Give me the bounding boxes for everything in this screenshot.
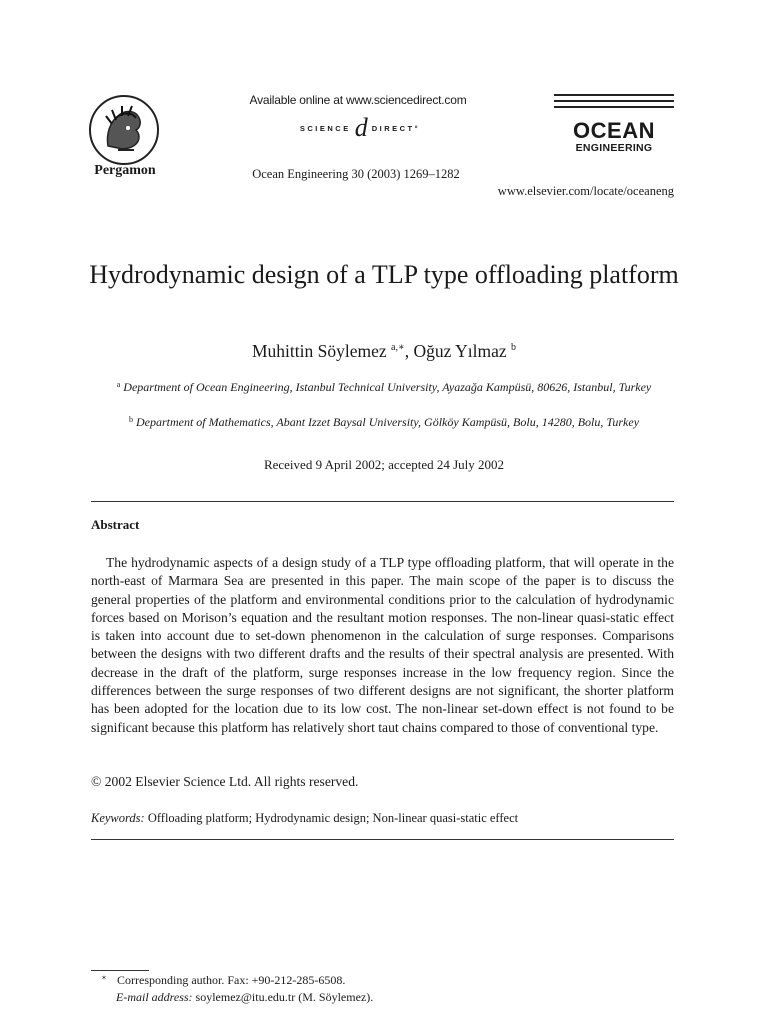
abstract-body: The hydrodynamic aspects of a design study of a TLP type offloading platform, that will operate in the north-east of Marmara Sea are presented in this paper. The main scope of the paper is to discuss the general properties of the platform and environmental conditions prior to the calculation of hydrodynamic forces based on Morison’s equation and the resultant motion responses. The non-linear quasi-static effect is taken into account due to set-down phenomenon in the calculation of surge responses. Comparisons between the designs with two different drafts and the results of their spectral analysis are presented. With decrease in the draft of the platform, surge responses increase in the low frequency region. Since the differences between the surge responses of two different designs are not significant, the shorter platform has been adopted for the location due to its low cost. The non-linear set-down effect is not found to be significant because this platform has relatively short taut chains compared to those of conventional type. [91,555,674,735]
affiliation-b-text: Department of Mathematics, Abant Izzet Baysal University, Gölköy Kampüsü, Bolu, 14280, Bolu, Turkey [135,415,640,429]
author-2-affil-mark: b [511,342,517,353]
email-address: soylemez@itu.edu.tr (M. Söylemez). [195,990,374,1004]
footnote-mark: ∗ [101,973,107,982]
email-label: E-mail address: [116,990,193,1004]
journal-logo-rules [554,94,674,112]
affiliation-a [92,376,676,396]
author-1-affil-mark: a,∗ [391,342,405,353]
author-1: Muhittin Söylemez [251,341,387,361]
keywords-line [91,811,674,826]
copyright-notice: © 2002 Elsevier Science Ltd. All rights reserved. [91,774,359,789]
journal-citation: Ocean Engineering 30 (2003) 1269–1282 [252,167,460,181]
footnote-rule [91,970,149,971]
footnote-corresponding [91,973,345,988]
sciencedirect-logo [260,114,460,142]
publisher-name: Pergamon [94,163,156,178]
sciencedirect-left: SCIENCE [299,123,351,133]
divider-bottom [91,839,674,840]
abstract-heading: Abstract [91,517,140,532]
affiliation-b [92,411,676,431]
sciencedirect-mark-icon: d [354,113,368,142]
keywords-label: Keywords: [91,811,145,825]
journal-logo-title: OCEAN [573,118,655,143]
footnote-email [116,990,373,1005]
sciencedirect-right: DIRECT° [371,123,421,133]
pergamon-logo-icon [88,94,160,166]
received-dates: Received 9 April 2002; accepted 24 July 2002 [263,457,505,472]
affiliation-b-mark: b [128,415,133,424]
affiliation-a-mark: a [116,380,121,389]
article-title: Hydrodynamic design of a TLP type offloading platform [89,260,679,289]
author-2: Oğuz Yılmaz [413,341,507,361]
journal-logo-subtitle: ENGINEERING [575,142,653,154]
journal-url: www.elsevier.com/locate/oceaneng [497,184,674,198]
available-online-text: Available online at www.sciencedirect.com [249,93,467,107]
author-separator: , [404,341,414,361]
author-line [80,341,688,362]
affiliation-a-text: Department of Ocean Engineering, Istanbul Technical University, Ayazağa Kampüsü, 80626, Istanbul, Turkey [123,380,652,394]
keywords-list: Offloading platform; Hydrodynamic design; Non-linear quasi-static effect [147,811,519,825]
divider-top [91,501,674,502]
footnote-corresponding-text: Corresponding author. Fax: +90-212-285-6508. [117,973,346,987]
